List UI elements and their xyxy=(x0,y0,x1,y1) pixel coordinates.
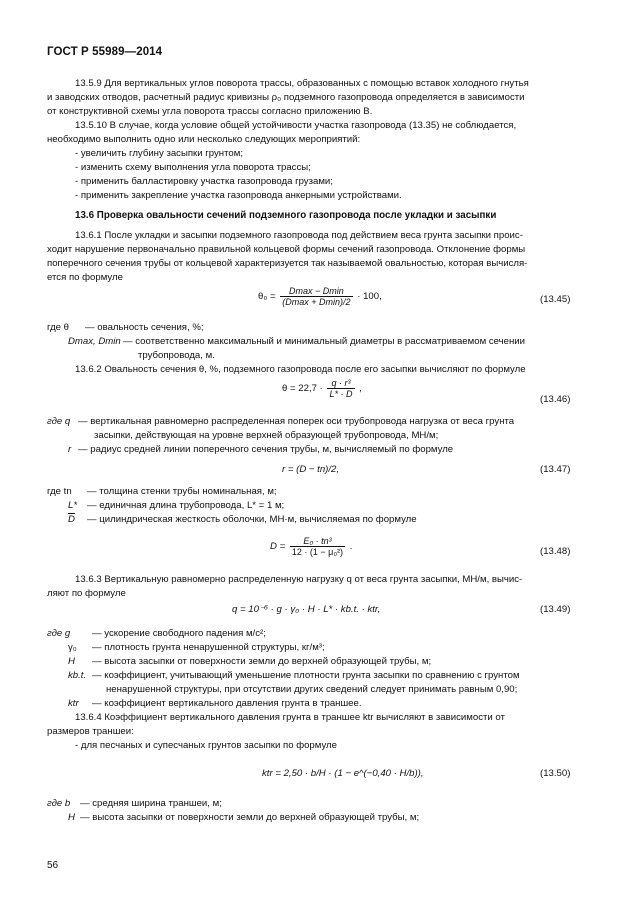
formula-13-47: r = (D − tn)/2, xyxy=(282,464,340,475)
definition-text: ненарушенной структуры, при отсутствии других сведений следует принимать равным 0,90; xyxy=(106,684,518,695)
text-line: 13.6.2 Овальность сечения θ, %, подземного газопровода после его засыпки вычисляют по формуле xyxy=(75,364,526,375)
definition-symbol: где q xyxy=(47,416,71,427)
equation-number: (13.49) xyxy=(540,604,571,615)
definition-symbol: где b xyxy=(47,798,71,809)
fraction-denominator: L* · D xyxy=(329,389,353,399)
list-item: - применить закрепление участка газопровода анкерными устройствами. xyxy=(75,190,402,201)
definition-text: — толщина стенки трубы номинальная, м; xyxy=(87,486,277,497)
definition-symbol: γ₀ xyxy=(68,642,77,653)
definition-text: — высота засыпки от поверхности земли до верхней образующей трубы, м; xyxy=(80,812,420,823)
definition-symbol: r xyxy=(68,444,72,455)
text-line: ходит нарушение первоначально правильной кольцевой формы сечений газопровода. Отклонение формы xyxy=(47,244,526,255)
formula-fraction xyxy=(280,286,352,307)
definition-text: — средняя ширина траншеи, м; xyxy=(80,798,222,809)
definition-text: — ускорение свободного падения м/с²; xyxy=(92,628,266,639)
text-line: от конструктивной схемы угла поворота трассы согласно приложению В. xyxy=(47,106,373,117)
definition-symbol: ktr xyxy=(68,698,79,709)
definition-text: — овальность сечения, %; xyxy=(85,322,204,333)
definition-symbol: kb.t. xyxy=(68,670,87,681)
definition-text: засыпки, действующая на уровне верхней образующей трубопровода, МН/м; xyxy=(94,430,439,441)
text-line: 13.6.3 Вертикальную равномерно распределенную нагрузку q от веса грунта засыпки, МН/м, вычис- xyxy=(75,574,523,585)
document-header: ГОСТ Р 55989—2014 xyxy=(47,46,163,58)
definition-text: трубопровода, м. xyxy=(138,350,215,361)
definition-symbol: H xyxy=(68,812,75,823)
text-line: размеров траншеи: xyxy=(47,726,134,737)
fraction-denominator: (Dmax + Dmin)/2 xyxy=(282,297,351,307)
formula-tail: . xyxy=(349,541,353,553)
text-line: и заводских отводов, расчетный радиус кривизны ρ₀ подземного газопровода определяется в зависимости xyxy=(47,92,525,103)
formula-lhs: θ = 22,7 · xyxy=(282,383,323,395)
text-line: 13.6.1 После укладки и засыпки подземного газопровода под действием веса грунта засыпки проис- xyxy=(75,230,523,241)
text-line: 13.5.9 Для вертикальных углов поворота трассы, образованных с помощью вставок холодного гнутья xyxy=(75,78,529,89)
definition-text: — плотность грунта ненарушенной структуры, кг/м³; xyxy=(92,642,325,653)
definition-symbol: $\overline{D}$ xyxy=(68,514,75,525)
definition-text: — коэффициент вертикального давления грунта в траншее. xyxy=(92,698,362,709)
definition-text: — соответственно максимальный и минимальный диаметры в рассматриваемом сечении xyxy=(123,336,525,347)
equation-number: (13.50) xyxy=(540,768,571,779)
text-line: необходимо выполнить одно или несколько следующих мероприятий: xyxy=(47,134,361,145)
text-line: ется по формуле xyxy=(47,272,123,283)
definition-text: — радиус средней линии поперечного сечения трубы, м, вычисляемый по формуле xyxy=(78,444,454,455)
list-item: - увеличить глубину засыпки грунтом; xyxy=(75,148,243,159)
formula-tail: · 100, xyxy=(357,291,382,303)
equation-number: (13.45) xyxy=(540,294,571,305)
fraction-numerator: Dmax − Dmin xyxy=(289,286,344,296)
page-number: 56 xyxy=(47,860,59,871)
text-line: 13.6.4 Коэффициент вертикального давления грунта в траншее ktr вычисляют в зависимости от xyxy=(75,712,505,723)
definition-symbol: Dmax, Dmin xyxy=(68,336,121,347)
formula-13-46 xyxy=(282,378,362,399)
definition-text: — высота засыпки от поверхности земли до верхней образующей трубы, м; xyxy=(92,656,432,667)
formula-lhs: θ₀ = xyxy=(258,291,276,303)
list-item: - изменить схему выполнения угла поворота трассы; xyxy=(75,162,311,173)
formula-13-50: ktr = 2,50 · b/H · (1 − e^(−0,40 · H/b)), xyxy=(262,768,424,779)
fraction-numerator: E₀ · tn³ xyxy=(303,536,332,546)
formula-fraction xyxy=(327,378,354,399)
formula-lhs: D = xyxy=(270,541,286,553)
definition-text: — единичная длина трубопровода, L* = 1 м; xyxy=(87,500,285,511)
equation-number: (13.46) xyxy=(540,394,571,405)
list-item: - применить балластировку участка газопровода грузами; xyxy=(75,176,333,187)
list-item: - для песчаных и супесчаных грунтов засыпки по формуле xyxy=(75,740,337,751)
definition-symbol: L* xyxy=(68,500,78,511)
text-line: ляют по формуле xyxy=(47,588,126,599)
formula-fraction xyxy=(290,536,345,557)
formula-13-49: q = 10⁻⁶ · g · γ₀ · H · L* · kb.t. · ktr, xyxy=(232,604,381,615)
definition-symbol: где tn xyxy=(47,486,72,497)
definition-text: — цилиндрическая жесткость оболочки, МН·м, вычисляемая по формуле xyxy=(87,514,417,525)
fraction-denominator: 12 · (1 − μ₀²) xyxy=(291,547,344,557)
definition-text: — коэффициент, учитывающий уменьшение плотности грунта засыпки по сравнению с грунтом xyxy=(92,670,520,681)
formula-13-48 xyxy=(270,536,352,557)
definition-text: — вертикальная равномерно распределенная поперек оси трубопровода нагрузка от веса грунта xyxy=(78,416,515,427)
text-line: 13.5.10 В случае, когда условие общей устойчивости участка газопровода (13.35) не соблюдается, xyxy=(75,120,517,131)
definition-symbol: H xyxy=(68,656,75,667)
formula-13-45 xyxy=(258,286,382,307)
section-title: 13.6 Проверка овальности сечений подземного газопровода после укладки и засыпки xyxy=(75,210,497,221)
definition-symbol: где g xyxy=(47,628,71,639)
equation-number: (13.48) xyxy=(540,546,571,557)
fraction-numerator: q · r³ xyxy=(331,378,351,388)
definition-symbol: где θ xyxy=(47,322,70,333)
text-line: поперечного сечения трубы от кольцевой характеризуется так называемой овальностью, которая вычисля- xyxy=(47,258,528,269)
formula-tail: , xyxy=(359,383,362,395)
equation-number: (13.47) xyxy=(540,464,571,475)
